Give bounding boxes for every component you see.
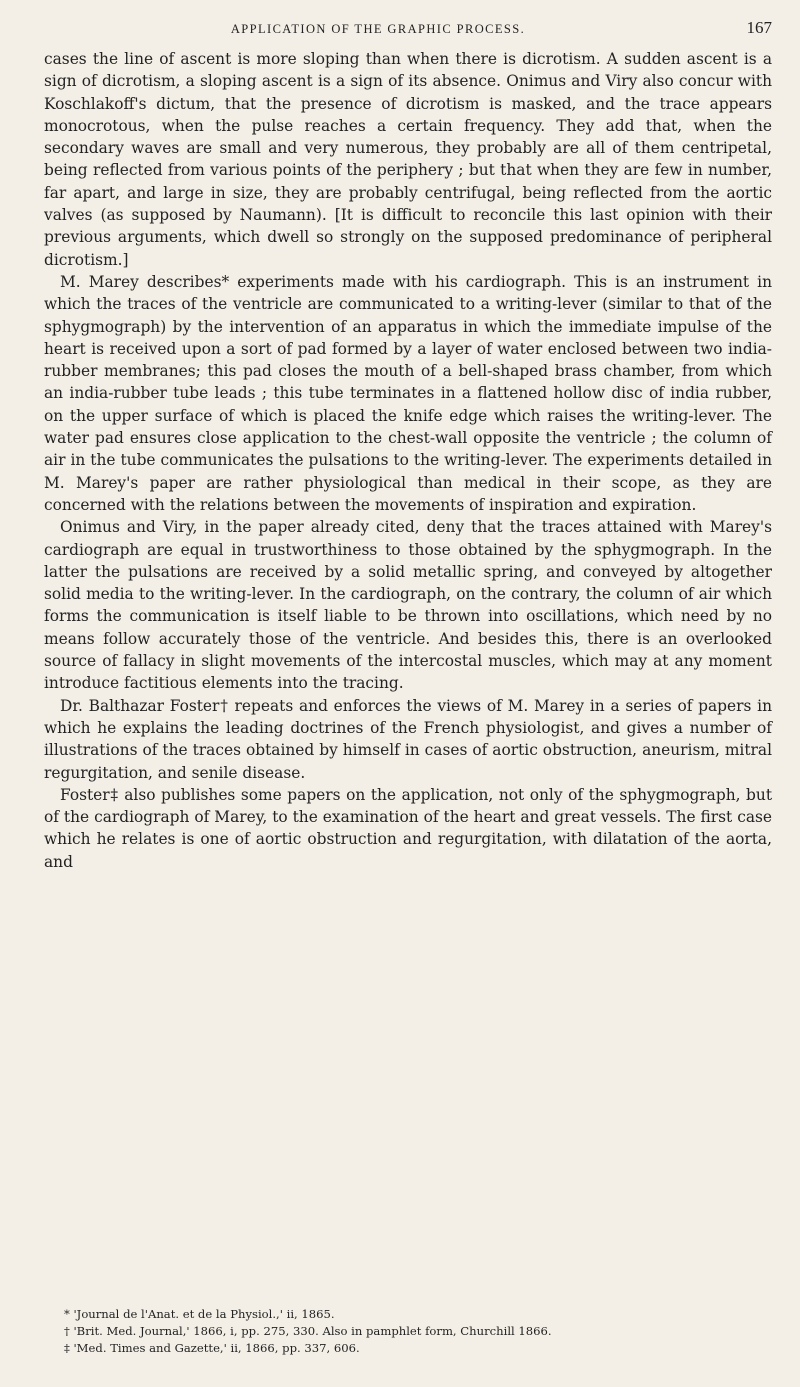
- footnote: † 'Brit. Med. Journal,' 1866, i, pp. 275, 330. Also in pamphlet form, Churchill 1866.: [64, 1324, 552, 1338]
- body-text: [44, 48, 772, 873]
- running-title: APPLICATION OF THE GRAPHIC PROCESS.: [230, 22, 526, 36]
- paragraph-balthazar-foster: Dr. Balthazar Foster† repeats and enforces the views of M. Marey in a series of papers in which he explains the leading doctrines of the French physiologist, and gives a number of illustrations of the traces obtained by himself in cases of aortic obstruction, aneurism, mitral regurgitation, and senile disease.: [44, 696, 772, 782]
- page-number: 167: [746, 18, 772, 37]
- paragraph-onimus-viry: Onimus and Viry, in the paper already cited, deny that the traces attained with Marey's cardiograph are equal in trustworthiness to those obtained by the sphygmograph. In the latter the pulsations are received by a solid metallic spring, and conveyed by altogether solid media to the writing-lever. In the cardiograph, on the contrary, the column of air which forms the communication is itself liable to be thrown into oscillations, which need by no means follow accurately those of the ventricle. And besides this, there is an overlooked source of fallacy in slight movements of the intercostal muscles, which may at any moment introduce factitious elements into the tracing.: [44, 518, 772, 693]
- footnote: * 'Journal de l'Anat. et de la Physiol.,' ii, 1865.: [64, 1307, 335, 1321]
- footnote: ‡ 'Med. Times and Gazette,' ii, 1866, pp. 337, 606.: [64, 1341, 360, 1355]
- running-head: [44, 18, 772, 40]
- paragraph-dicrotism: cases the line of ascent is more sloping than when there is dicrotism. A sudden ascent is a sign of dicrotism, a sloping ascent is a sign of its absence. Onimus and Viry also concur with Koschlakoff's dictum, that the presence of dicrotism is masked, and the trace appears monocrotous, when the pulse reaches a certain frequency. They add that, when the secondary waves are small and very numerous, they probably are all of them centripetal, being reflected from various points of the periphery ; but that when they are few in number, far apart, and large in size, they are probably centrifugal, being reflected from the aortic valves (as supposed by Naumann). [It is difficult to reconcile this last opinion with their previous arguments, which dwell so strongly on the supposed predominance of peripheral dicrotism.]: [44, 50, 772, 269]
- paragraph-foster-publishes: Foster‡ also publishes some papers on the application, not only of the sphygmograph, but of the cardiograph of Marey, to the examination of the heart and great vessels. The first case which he relates is one of aortic obstruction and regurgitation, with dilatation of the aorta, and: [44, 785, 772, 871]
- paragraph-marey-cardiograph: M. Marey describes* experiments made with his cardiograph. This is an instrument in which the traces of the ventricle are communicated to a writing-lever (similar to that of the sphygmograph) by the intervention of an apparatus in which the immediate impulse of the heart is received upon a sort of pad formed by a layer of water enclosed between two india-rubber membranes; this pad closes the mouth of a bell-shaped brass chamber, from which an india-rubber tube leads ; this tube terminates in a flattened hollow disc of india rubber, on the upper surface of which is placed the knife edge which raises the writing-lever. The water pad ensures close application to the chest-wall opposite the ventricle ; the column of air in the tube communicates the pulsations to the writing-lever. The experiments detailed in M. Marey's paper are rather physiological than medical in their scope, as they are concerned with the relations between the movements of inspiration and expiration.: [44, 272, 772, 514]
- footnotes: [48, 1306, 772, 1357]
